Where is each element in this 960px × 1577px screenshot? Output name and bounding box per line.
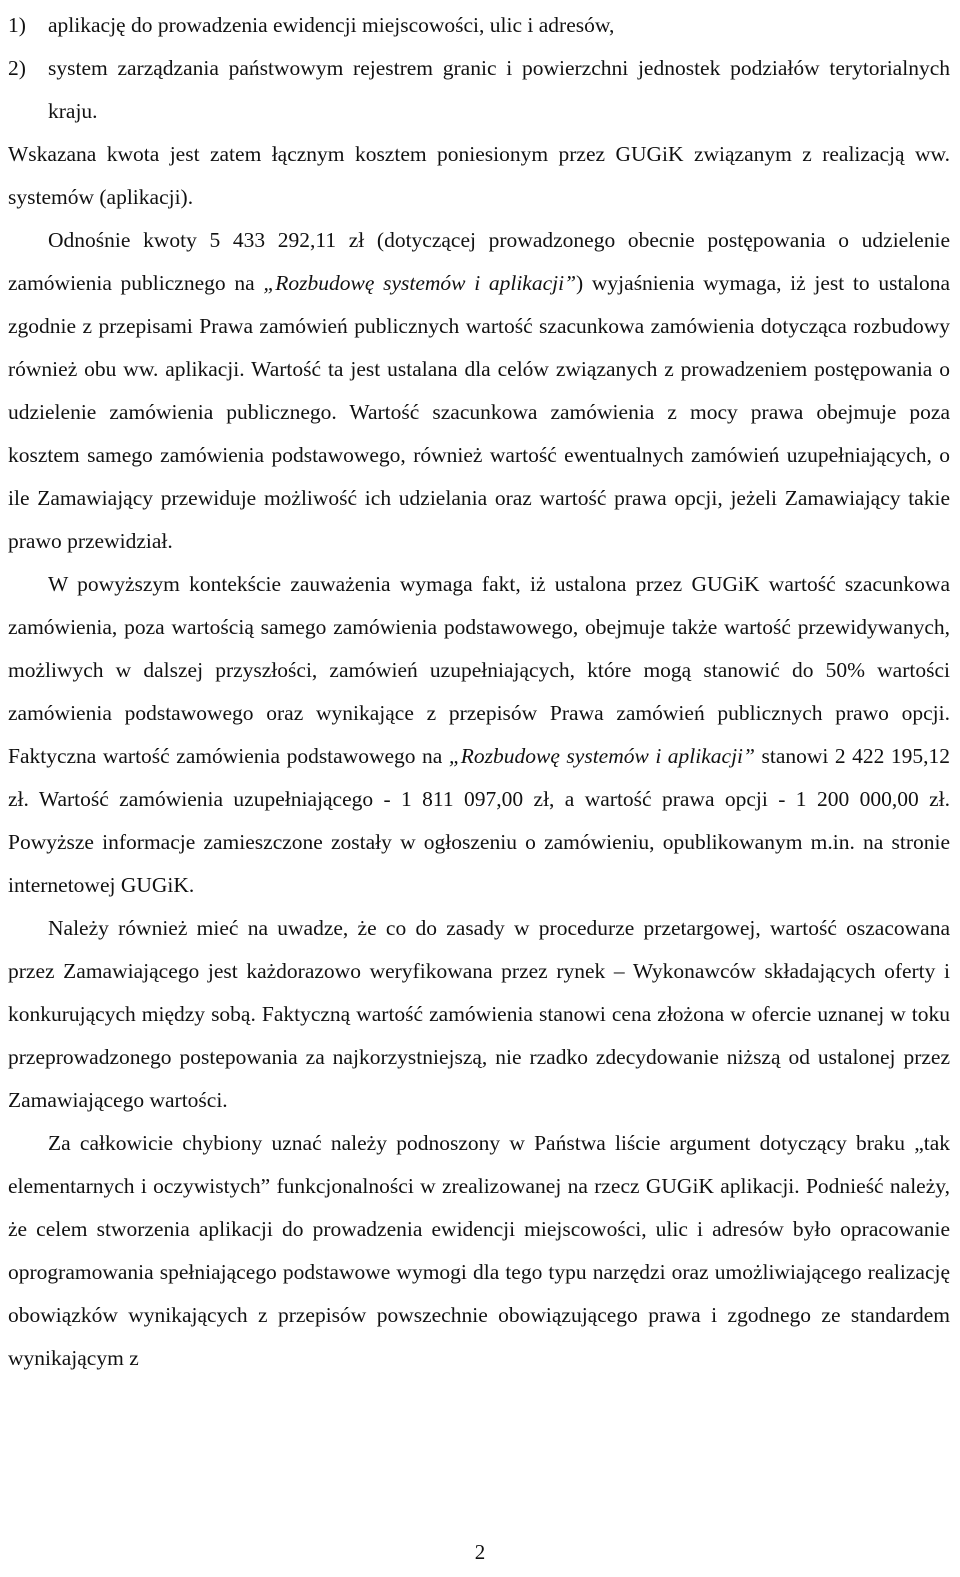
paragraph-2 bbox=[8, 219, 950, 563]
list-item-1 bbox=[8, 4, 950, 47]
list-text: aplikację do prowadzenia ewidencji miejscowości, ulic i adresów, bbox=[48, 13, 615, 37]
paragraph-5: Za całkowicie chybiony uznać należy podnoszony w Państwa liście argument dotyczący braku „tak elementarnych i oczywistych” funkcjonalności w zrealizowanej na rzecz GUGiK aplikacji. Podnieść należy, że celem stworzenia aplikacji do prowadzenia ewidencji miejscowości, ulic i adresów było opracowanie oprogramowania spełniającego podstawowe wymogi dla tego typu narzędzi oraz umożliwiającego realizację obowiązków wynikających z przepisów powszechnie obowiązującego prawa i zgodnego ze standardem wynikającym z bbox=[8, 1131, 950, 1370]
list-text: system zarządzania państwowym rejestrem granic i powierzchni jednostek podziałów terytorialnych kraju. bbox=[48, 56, 950, 123]
list-item-2 bbox=[8, 47, 950, 133]
document-body bbox=[8, 4, 950, 1380]
paragraph-3-text-b: stanowi 2 422 195,12 zł. Wartość zamówienia uzupełniającego - 1 811 097,00 zł, a wartość prawa opcji - 1 200 000,00 zł. Powyższe informacje zamieszczone zostały w ogłoszeniu o zamówieniu, opublikowanym m.in. na stronie internetowej GUGiK. bbox=[8, 744, 950, 897]
paragraph-3-text-a: W powyższym kontekście zauważenia wymaga fakt, iż ustalona przez GUGiK wartość szacunkowa zamówienia, poza wartością samego zamówienia podstawowego, obejmuje także wartość przewidywanych, możliwych w dalszej przyszłości, zamówień uzupełniających, które mogą stanowić do 50% wartości zamówienia podstawowego oraz wynikające z przepisów Prawa zamówień publicznych prawo opcji. Faktyczna wartość zamówienia podstawowego na bbox=[8, 572, 950, 768]
list-number: 1) bbox=[8, 13, 26, 37]
paragraph-3 bbox=[8, 563, 950, 907]
list-number: 2) bbox=[8, 56, 26, 80]
paragraph-3-italic-title: „Rozbudowę systemów i aplikacji” bbox=[448, 744, 755, 768]
page-number: 2 bbox=[474, 1540, 486, 1564]
paragraph-2-italic-title: „Rozbudowę systemów i aplikacji” bbox=[263, 271, 577, 295]
paragraph-2-text-b: ) wyjaśnienia wymaga, iż jest to ustalona zgodnie z przepisami Prawa zamówień publicznych wartość szacunkowa zamówienia dotycząca rozbudowy również obu ww. aplikacji. Wartość ta jest ustalana dla celów związanych z prowadzeniem postępowania o udzielenie zamówienia publicznego. Wartość szacunkowa zamówienia z mocy prawa obejmuje poza kosztem samego zamówienia podstawowego, również wartość ewentualnych zamówień uzupełniających, o ile Zamawiający przewiduje możliwość ich udzielania oraz wartość prawa opcji, jeżeli Zamawiający takie prawo przewidział. bbox=[8, 271, 950, 553]
paragraph-4: Należy również mieć na uwadze, że co do zasady w procedurze przetargowej, wartość oszacowana przez Zamawiającego jest każdorazowo weryfikowana przez rynek – Wykonawców składających oferty i konkurujących między sobą. Faktyczną wartość zamówienia stanowi cena złożona w ofercie uznanej w toku przeprowadzonego postepowania za najkorzystniejszą, nie rzadko zdecydowanie niższą od ustalonej przez Zamawiającego wartości. bbox=[8, 916, 950, 1112]
paragraph-1: Wskazana kwota jest zatem łącznym kosztem poniesionym przez GUGiK związanym z realizacją ww. systemów (aplikacji). bbox=[8, 142, 950, 209]
paragraph-2-text-a: Odnośnie kwoty 5 433 292,11 zł (dotyczącej prowadzonego obecnie postępowania o udzielenie zamówienia publicznego na bbox=[8, 228, 950, 295]
